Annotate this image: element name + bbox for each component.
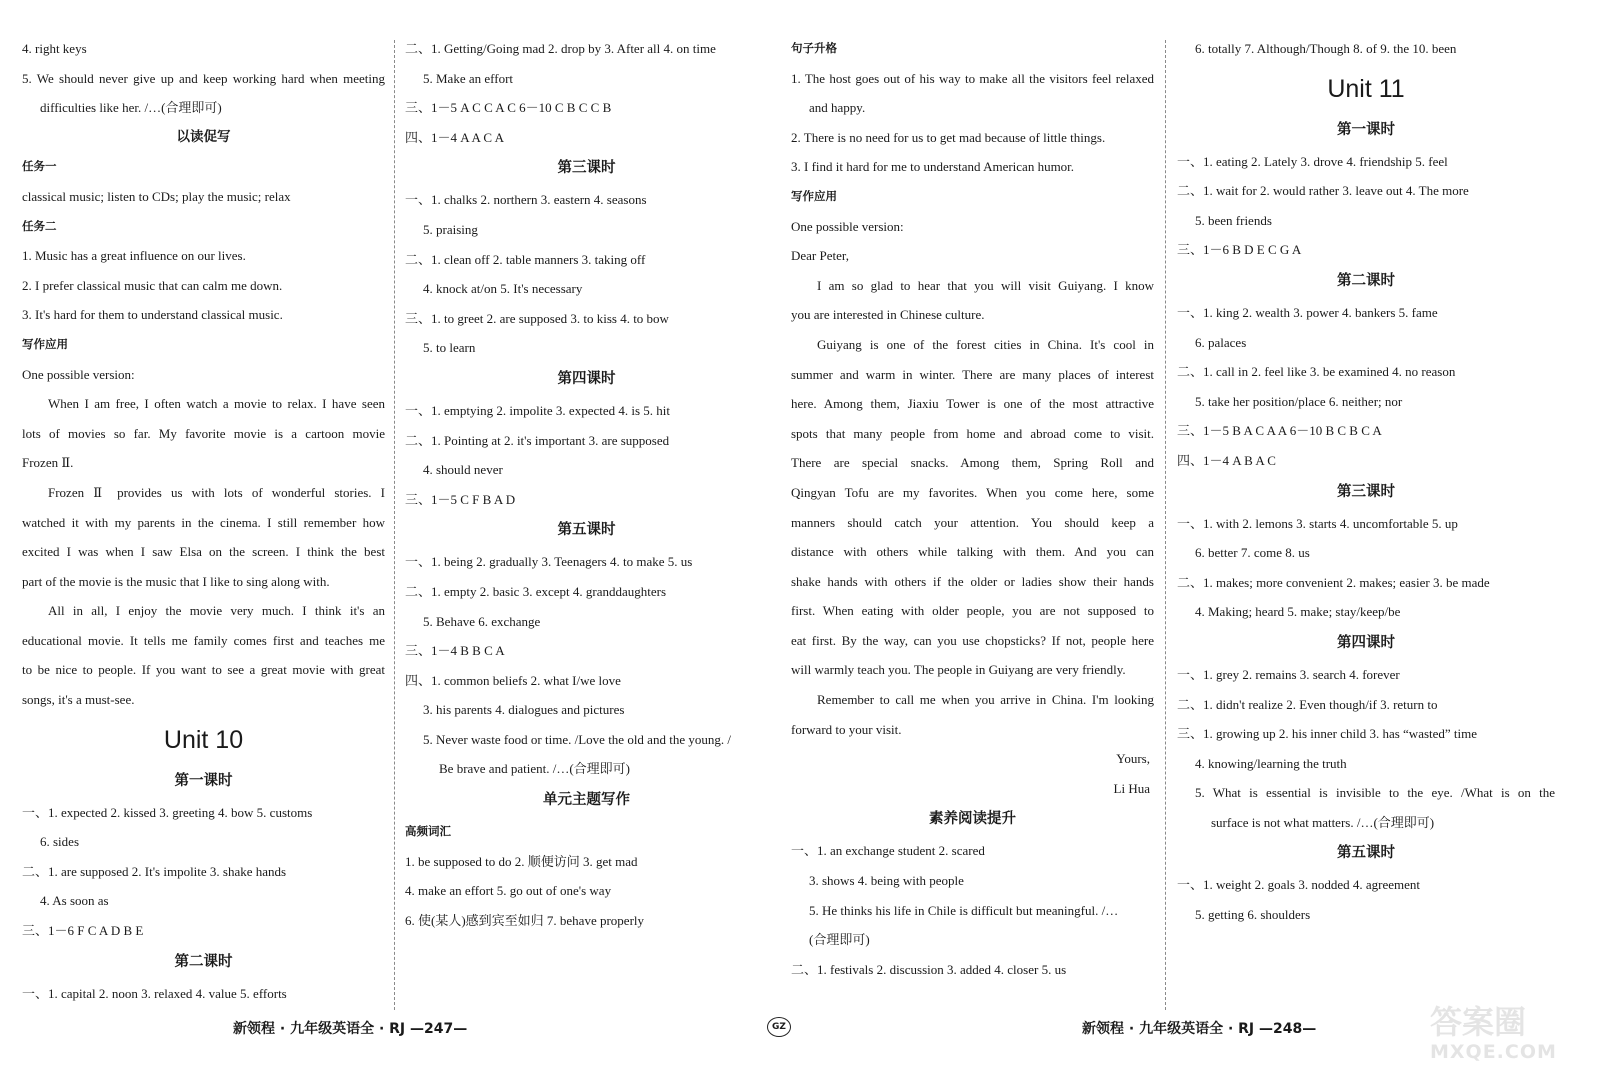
section-heading: 以读促写 xyxy=(176,128,231,145)
watermark xyxy=(1430,1004,1580,1074)
answer-line: 5. What is essential is invisible to the eye. /What is on the xyxy=(1195,785,1555,801)
answer-line: 二、1. Pointing at 2. it's important 3. are supposed xyxy=(405,432,670,448)
answer-line: forward to your visit. xyxy=(791,721,902,737)
answer-line: 二、1. Getting/Going mad 2. drop by 3. After all 4. on time xyxy=(405,41,716,56)
answer-line: you are interested in Chinese culture. xyxy=(791,307,985,323)
answer-line: spots that many people from home and abroad come to visit. xyxy=(791,425,1154,441)
column-divider xyxy=(1165,40,1166,1010)
section-heading: 单元主题写作 xyxy=(543,792,630,809)
unit-heading: Unit 10 xyxy=(163,725,244,754)
answer-line: Remember to call me when you arrive in China. I'm looking xyxy=(817,692,1154,708)
answer-line: 4. Making; heard 5. make; stay/keep/be xyxy=(1195,604,1401,620)
answer-line: 4. knowing/learning the truth xyxy=(1195,755,1347,771)
answer-line: 2. I prefer classical music that can calm me down. xyxy=(22,277,283,293)
answer-line: 三、1－6 B D E C G A xyxy=(1177,242,1302,258)
answer-line: Guiyang is one of the forest cities in China. It's cool in xyxy=(817,336,1154,352)
answer-line: to be nice to people. If you want to see a great movie with great xyxy=(22,662,385,678)
subsection-label: 高频词汇 xyxy=(405,824,451,839)
answer-line: part of the movie is the music that I like to sing along with. xyxy=(22,573,330,589)
answer-line: 5. Make an effort xyxy=(423,70,514,86)
answer-line: 5. take her position/place 6. neither; nor xyxy=(1195,393,1403,409)
answer-line: 一、1. an exchange student 2. scared xyxy=(791,843,985,859)
footer-page-247: 新领程 · 九年级英语全 · RJ —247— xyxy=(233,1021,468,1037)
answer-line: 4. should never xyxy=(423,462,503,478)
answer-line: 一、1. with 2. lemons 3. starts 4. uncomfortable 5. up xyxy=(1177,515,1458,531)
answer-line: lots of movies so far. My favorite movie is a cartoon movie xyxy=(22,425,385,441)
answer-line: surface is not what matters. /…(合理即可) xyxy=(1211,814,1435,830)
answer-line: Frozen Ⅱ. xyxy=(22,455,74,471)
answer-line: 1. The host goes out of his way to make all the visitors feel relaxed xyxy=(791,70,1154,86)
section-heading: 第五课时 xyxy=(1337,845,1395,862)
answer-line: difficulties like her. /…(合理即可) xyxy=(40,100,222,116)
answer-line: 一、1. weight 2. goals 3. nodded 4. agreement xyxy=(1177,877,1420,893)
answer-line: 1. Music has a great influence on our lives. xyxy=(22,248,246,264)
subsection-label: 句子升格 xyxy=(791,41,837,55)
answer-line: Qingyan Tofu are my favorites. When you come here, some xyxy=(791,484,1154,500)
answer-line: 6. palaces xyxy=(1195,334,1247,350)
subsection-label: 任务一 xyxy=(22,159,57,174)
answer-line: 三、1－5 C F B A D xyxy=(405,491,516,507)
answer-line: watched it with my parents in the cinema. I still remember how xyxy=(22,514,385,530)
answer-line: 二、1. makes; more convenient 2. makes; easier 3. be made xyxy=(1177,574,1490,590)
answer-line: 二、1. clean off 2. table manners 3. taking off xyxy=(405,251,646,267)
answer-line: 5. praising xyxy=(423,221,478,237)
answer-line: 二、1. are supposed 2. It's impolite 3. shake hands xyxy=(22,863,287,879)
answer-line: There are special snacks. Among them, Spring Roll and xyxy=(791,455,1154,471)
answer-line: Dear Peter, xyxy=(791,248,849,264)
answer-line: 三、1－4 B B C A xyxy=(405,643,505,659)
answer-line: 二、1. call in 2. feel like 3. be examined 4. no reason xyxy=(1177,364,1456,380)
publisher-logo: GZ xyxy=(767,1017,791,1037)
answer-line: 一、1. eating 2. Lately 3. drove 4. friendship 5. feel xyxy=(1177,153,1448,169)
answer-line: 一、1. chalks 2. northern 3. eastern 4. seasons xyxy=(405,192,647,208)
answer-line: 四、1－4 A B A C xyxy=(1177,452,1276,468)
answer-line: Frozen Ⅱ provides us with lots of wonderful stories. I xyxy=(48,484,385,500)
answer-line: 5. getting 6. shoulders xyxy=(1195,907,1311,923)
section-heading: 第四课时 xyxy=(557,370,616,387)
section-heading: 第五课时 xyxy=(557,522,616,539)
footer-page-248: 新领程 · 九年级英语全 · RJ —248— xyxy=(1082,1021,1317,1037)
answer-line: 三、1. to greet 2. are supposed 3. to kiss 4. to bow xyxy=(405,310,669,326)
subsection-label: 写作应用 xyxy=(791,188,837,203)
answer-line: (合理即可) xyxy=(809,932,870,948)
answer-line: 二、1. empty 2. basic 3. except 4. granddaughters xyxy=(405,583,667,599)
section-heading: 第一课时 xyxy=(174,772,233,789)
answer-line: 5. to learn xyxy=(423,340,476,356)
section-heading: 素养阅读提升 xyxy=(929,811,1016,828)
answer-line: 6. 使(某人)感到宾至如归 7. behave properly xyxy=(405,912,645,928)
answer-line: 一、1. capital 2. noon 3. relaxed 4. value 5. efforts xyxy=(22,985,287,1001)
answer-line: 三、1. growing up 2. his inner child 3. has “wasted” time xyxy=(1177,726,1478,742)
answer-line: 6. better 7. come 8. us xyxy=(1195,545,1310,561)
answer-line: will warmly teach you. The people in Guiyang are very friendly. xyxy=(791,662,1126,678)
answer-line: 三、1－6 F C A D B E xyxy=(22,923,144,939)
answer-column-3 xyxy=(791,34,1154,984)
answer-line: classical music; listen to CDs; play the music; relax xyxy=(22,188,291,204)
answer-line: One possible version: xyxy=(791,218,904,234)
answer-line: 三、1－5 B A C A A 6－10 B C B C A xyxy=(1177,423,1382,439)
answer-line: songs, it's a must-see. xyxy=(22,692,135,708)
answer-line: first. When eating with older people, you are not supposed to xyxy=(791,603,1154,619)
answer-line: When I am free, I often watch a movie to relax. I have seen xyxy=(48,396,385,412)
answer-line: 4. make an effort 5. go out of one's way xyxy=(405,883,612,899)
unit-heading: Unit 11 xyxy=(1327,74,1405,103)
answer-line: All in all, I enjoy the movie very much. I think it's an xyxy=(48,603,385,619)
answer-line: 二、1. didn't realize 2. Even though/if 3. return to xyxy=(1177,696,1438,712)
answer-line: 1. be supposed to do 2. 顺便访问 3. get mad xyxy=(405,853,638,869)
section-heading: 第二课时 xyxy=(174,953,233,970)
answer-line: 5. been friends xyxy=(1195,212,1272,228)
answer-line: 四、1. common beliefs 2. what I/we love xyxy=(405,672,621,688)
answer-line: 2. There is no need for us to get mad because of little things. xyxy=(791,129,1106,145)
watermark-url: MXQE.COM xyxy=(1430,1041,1557,1063)
answer-line: 一、1. emptying 2. impolite 3. expected 4. is 5. hit xyxy=(405,402,671,418)
answer-line: 一、1. expected 2. kissed 3. greeting 4. bow 5. customs xyxy=(22,804,313,820)
answer-line: 三、1－5 A C C A C 6－10 C B C C B xyxy=(405,100,612,116)
answer-column-4 xyxy=(1177,34,1555,930)
answer-line: 4. right keys xyxy=(22,41,87,56)
answer-line: Li Hua xyxy=(1113,780,1150,796)
answer-line: 3. It's hard for them to understand classical music. xyxy=(22,307,283,323)
answer-line: 二、1. wait for 2. would rather 3. leave out 4. The more xyxy=(1177,183,1469,199)
answer-line: 3. his parents 4. dialogues and pictures xyxy=(423,702,625,718)
answer-line: 3. shows 4. being with people xyxy=(809,873,964,889)
answer-column-2 xyxy=(405,34,768,935)
answer-line: 一、1. king 2. wealth 3. power 4. bankers 5. fame xyxy=(1177,304,1438,320)
answer-line: 6. totally 7. Although/Though 8. of 9. the 10. been xyxy=(1195,41,1457,56)
answer-line: 3. I find it hard for me to understand American humor. xyxy=(791,159,1075,175)
answer-line: 4. knock at/on 5. It's necessary xyxy=(423,281,583,297)
answer-line: summer and warm in winter. There are many places of interest xyxy=(791,366,1154,382)
answer-line: and happy. xyxy=(809,100,866,116)
answer-line: One possible version: xyxy=(22,366,135,382)
section-heading: 第三课时 xyxy=(1337,483,1395,500)
section-heading: 第一课时 xyxy=(1337,121,1395,138)
answer-line: 4. As soon as xyxy=(40,893,109,909)
section-heading: 第三课时 xyxy=(557,160,616,177)
answer-line: educational movie. It tells me family comes first and teaches me xyxy=(22,632,385,648)
answer-line: manners should catch your attention. You should keep a xyxy=(791,514,1154,530)
answer-line: Yours, xyxy=(1116,751,1150,767)
answer-line: Be brave and patient. /…(合理即可) xyxy=(439,761,630,777)
answer-line: distance with others while talking with them. And you can xyxy=(791,544,1154,560)
answer-line: 5. He thinks his life in Chile is difficult but meaningful. /… xyxy=(809,902,1119,918)
section-heading: 第二课时 xyxy=(1337,272,1395,289)
answer-line: shake hands with others if the older or ladies show their hands xyxy=(791,573,1154,589)
answer-line: here. Among them, Jiaxiu Tower is one of the most attractive xyxy=(791,396,1154,412)
answer-line: 5. We should never give up and keep working hard when meeting xyxy=(22,70,385,86)
column-divider xyxy=(394,40,395,1010)
answer-line: eat first. By the way, can you use chopsticks? If not, people here xyxy=(791,632,1154,648)
answer-line: 四、1－4 A A C A xyxy=(405,129,504,145)
answer-line: I am so glad to hear that you will visit Guiyang. I know xyxy=(817,277,1154,293)
answer-line: 6. sides xyxy=(40,834,79,850)
section-heading: 第四课时 xyxy=(1337,634,1395,651)
answer-line: 一、1. being 2. gradually 3. Teenagers 4. to make 5. us xyxy=(405,554,693,570)
watermark-title: 答案圈 xyxy=(1430,1003,1527,1041)
answer-line: excited I was when I saw Elsa on the screen. I think the best xyxy=(22,544,385,560)
subsection-label: 任务二 xyxy=(22,218,57,233)
answer-line: 二、1. festivals 2. discussion 3. added 4. closer 5. us xyxy=(791,961,1067,977)
answer-column-1 xyxy=(22,34,385,1008)
answer-line: 一、1. grey 2. remains 3. search 4. forever xyxy=(1177,666,1400,682)
subsection-label: 写作应用 xyxy=(22,336,68,351)
answer-line: 5. Never waste food or time. /Love the old and the young. / xyxy=(423,731,731,747)
answer-line: 5. Behave 6. exchange xyxy=(423,613,541,629)
